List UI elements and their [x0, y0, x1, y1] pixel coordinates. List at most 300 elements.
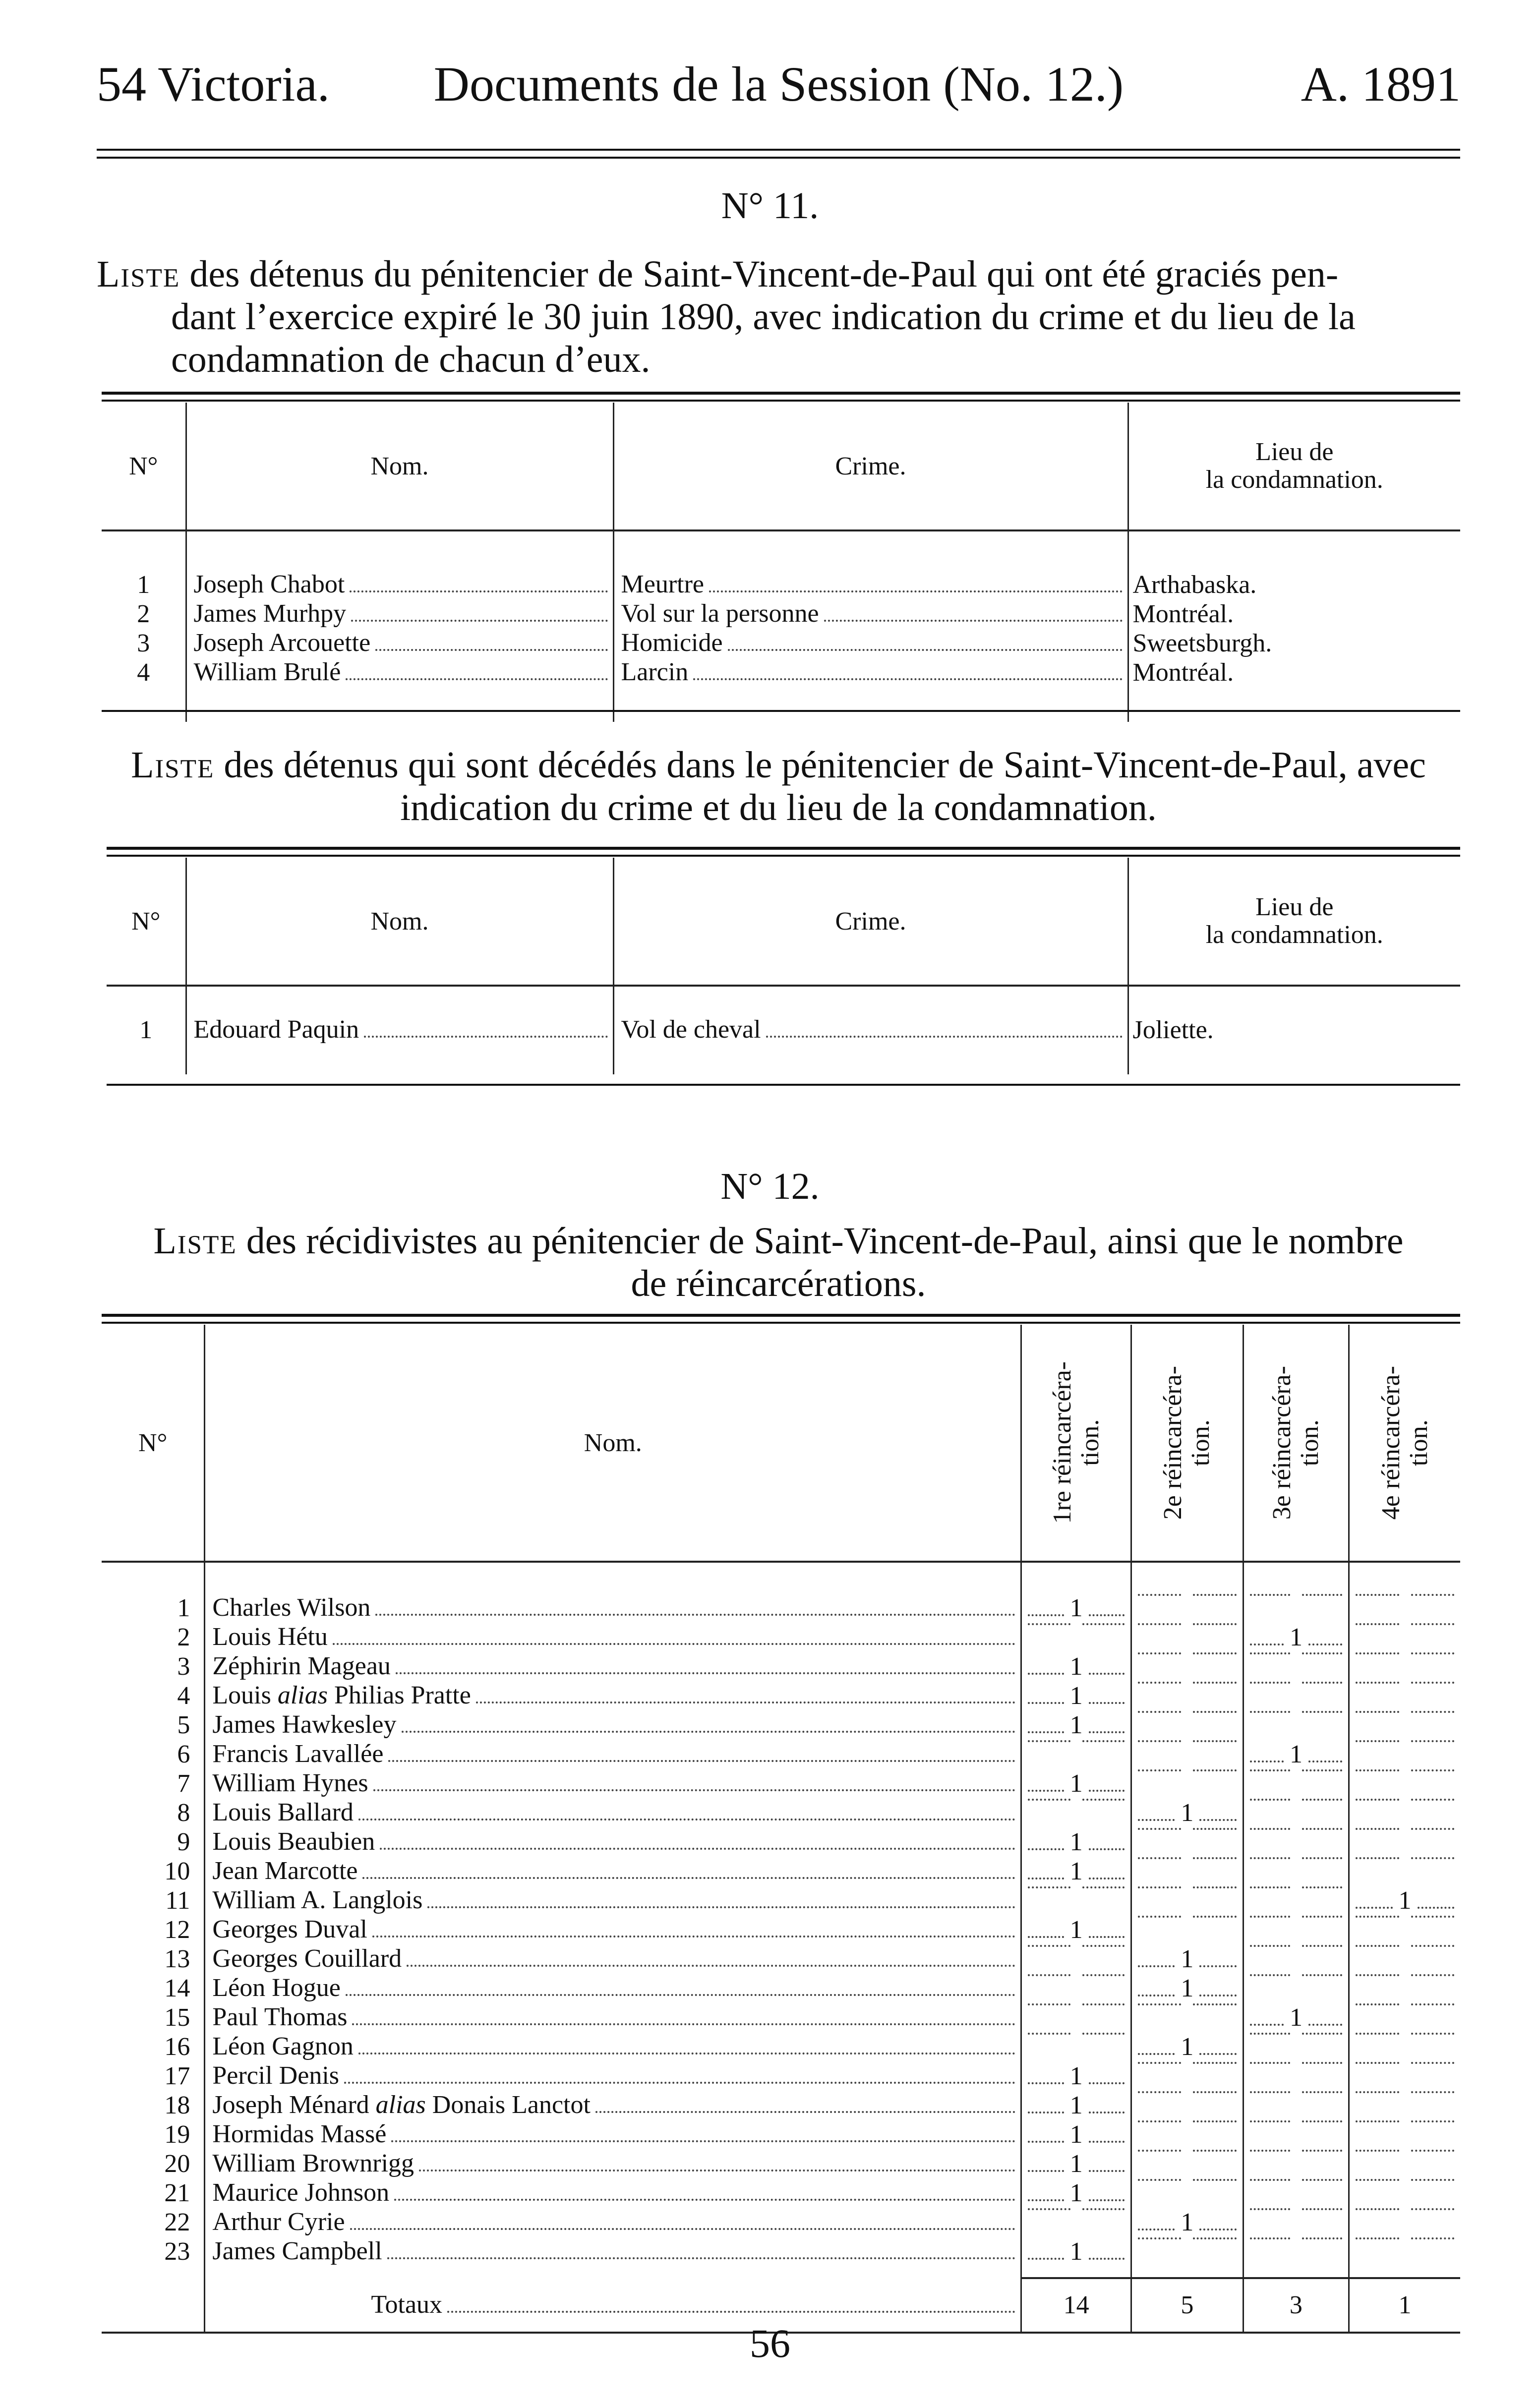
count-cell: [1244, 2120, 1348, 2149]
dot-leader: [1411, 2033, 1455, 2035]
count-value: 1: [1181, 2208, 1194, 2236]
row-count-r1: [1021, 1681, 1131, 1710]
row-name: [205, 2208, 1021, 2237]
count-cell: [1132, 2120, 1243, 2149]
dot-leader: [1250, 1974, 1290, 1976]
leader-cell: [614, 570, 1127, 599]
count-value: 1: [1069, 2091, 1083, 2119]
spacer-cell: [1243, 2266, 1349, 2278]
count-cell: [1350, 1740, 1460, 1769]
count-cell: [1132, 1886, 1243, 1915]
row-count-r3: [1243, 2061, 1349, 2091]
row-number: 3: [102, 1652, 205, 1681]
row-count-r4: [1349, 1974, 1460, 2003]
dot-leader: [595, 2111, 1015, 2113]
dot-leader: [1089, 1702, 1125, 1704]
cell-text: Larcin: [621, 658, 689, 686]
dot-leader: [1138, 2053, 1175, 2055]
dot-leader: [1089, 2199, 1125, 2201]
leader-cell: [187, 658, 613, 687]
dot-leader: [1089, 1848, 1125, 1850]
row-count-r4: [1349, 1857, 1460, 1886]
count-cell: [1022, 1974, 1130, 2003]
dot-leader: [693, 678, 1122, 680]
row-number: 8: [102, 1798, 205, 1827]
row-name: [205, 1798, 1021, 1827]
count-cell: [1350, 2033, 1460, 2061]
dot-leader: [1193, 1828, 1236, 1830]
cell-text: Homicide: [621, 629, 723, 657]
cell-text: Louis Ballard: [212, 1798, 354, 1826]
row-count-r4: [1349, 1681, 1460, 1710]
dot-leader: [1302, 2120, 1342, 2122]
dot-leader: [1356, 1828, 1399, 1830]
leader-cell: [205, 2149, 1020, 2178]
count-cell: [1350, 1682, 1460, 1710]
row-count-r4: [1349, 2208, 1460, 2237]
dot-leader: [1302, 1652, 1342, 1654]
dot-leader: [1302, 2179, 1342, 2181]
leader-cell: [614, 1015, 1127, 1045]
dot-leader: [1028, 1945, 1070, 1947]
count-cell: [1350, 1886, 1460, 1915]
dot-leader: [1356, 2237, 1399, 2239]
dot-leader: [1028, 1886, 1070, 1888]
dot-leader: [1089, 2082, 1125, 2084]
dot-leader: [1028, 1936, 1064, 1938]
row-count-r3: [1243, 1740, 1349, 1769]
dot-leader: [1193, 2120, 1236, 2122]
intro-line: condamnation de chacun d’eux.: [171, 339, 651, 380]
dot-leader: [1138, 1711, 1181, 1713]
leader-cell: [205, 2120, 1020, 2149]
count-cell: [1022, 1652, 1130, 1681]
spacer-row: [102, 530, 1460, 570]
row-count-r1: [1021, 1593, 1131, 1623]
count-cell: [1132, 1652, 1243, 1681]
row-count-r2: [1131, 1593, 1243, 1623]
spacer-cell: [1243, 1562, 1349, 1593]
dot-leader: [1356, 1907, 1393, 1909]
row-name: [205, 1710, 1021, 1740]
dot-leader: [387, 2257, 1016, 2259]
count-cell: [1350, 1711, 1460, 1740]
cell-text: Charles Wilson: [212, 1593, 371, 1622]
cell-text: [205, 2091, 591, 2119]
dot-leader: [1082, 1974, 1125, 1976]
count-value: 1: [1069, 2178, 1083, 2207]
dot-leader: [1411, 1682, 1455, 1684]
header-left: 54 Victoria.: [97, 57, 330, 112]
row-name: [205, 2120, 1021, 2149]
row-number: 22: [102, 2208, 205, 2237]
row-count-r3: [1243, 2237, 1349, 2266]
row-count-r4: [1349, 2237, 1460, 2266]
dot-leader: [1250, 1652, 1290, 1654]
dot-leader: [358, 2053, 1015, 2054]
section-11-title: N° 11.: [721, 185, 819, 227]
spacer-cell: [205, 2266, 1021, 2278]
count-cell: [1022, 1594, 1130, 1623]
count-value: 1: [1069, 1593, 1083, 1622]
table-row: [102, 570, 1460, 599]
dot-leader: [728, 649, 1123, 651]
cell-text: [205, 1681, 471, 1710]
dot-leader: [362, 1877, 1015, 1879]
spacer-cell: [1349, 2266, 1460, 2278]
page-number: 56: [750, 2321, 790, 2366]
row-crime: [613, 658, 1128, 687]
dot-leader: [1411, 2179, 1455, 2181]
row-name: [205, 1681, 1021, 1710]
row-number: 23: [102, 2237, 205, 2266]
col-r2-header-line2: tion.: [1186, 1419, 1215, 1466]
dot-leader: [1250, 1857, 1290, 1859]
col-r3-header-text: [1268, 1366, 1324, 1520]
count-value: 1: [1069, 2120, 1083, 2149]
spacer-cell: [186, 1045, 613, 1074]
count-cell: [1244, 1916, 1348, 1944]
col-r3-header-line1: 3e réincarcéra-: [1267, 1365, 1296, 1520]
cell-text: Léon Hogue: [212, 1974, 341, 2002]
spacer-cell: [102, 1562, 205, 1593]
table-row: [102, 2032, 1460, 2061]
cell-text: Maurice Johnson: [212, 2178, 390, 2207]
spacer-row: [107, 1045, 1460, 1074]
row-count-r1: [1021, 2032, 1131, 2061]
dot-leader: [1028, 2003, 1070, 2005]
leader-cell: [205, 1798, 1020, 1827]
header-right: A. 1891: [1301, 57, 1461, 112]
cell-text: William Brownrigg: [212, 2149, 415, 2177]
dot-leader: [1356, 1916, 1399, 1918]
dot-leader: [1138, 1994, 1175, 1996]
row-count-r2: [1131, 2149, 1243, 2178]
dot-leader: [1028, 1623, 1070, 1625]
dot-leader: [1411, 1623, 1455, 1625]
dot-leader: [1308, 1643, 1342, 1645]
dot-leader: [1302, 1974, 1342, 1976]
row-place: Joliette.: [1132, 1015, 1214, 1044]
dot-leader: [1082, 1945, 1125, 1947]
row-name: [205, 1623, 1021, 1652]
leader-cell: [614, 629, 1127, 658]
col-place-header-line2: la condamnation.: [1205, 921, 1383, 949]
row-name: [205, 1915, 1021, 1944]
count-cell: [1132, 1828, 1243, 1857]
leader-cell: [205, 2290, 1020, 2320]
dot-leader: [1411, 1828, 1455, 1830]
spacer-row: [102, 1562, 1460, 1593]
count-value: 1: [1069, 1681, 1083, 1710]
leader-cell: [205, 1652, 1020, 1681]
dot-leader: [1082, 1799, 1125, 1801]
count-cell: [1132, 1945, 1243, 1974]
dot-leader: [1250, 1945, 1290, 1947]
dot-leader: [1250, 1916, 1290, 1918]
dot-leader: [380, 1848, 1015, 1850]
dot-leader: [1028, 1790, 1064, 1792]
col-r4-header-line2: tion.: [1404, 1419, 1433, 1466]
row-count-r3: [1243, 2149, 1349, 2178]
count-cell: [1132, 1682, 1243, 1710]
dot-leader: [1082, 1740, 1125, 1742]
dot-leader: [1089, 1936, 1125, 1938]
row-name: [205, 1827, 1021, 1857]
count-cell: [1022, 2091, 1130, 2120]
row-count-r1: [1021, 2149, 1131, 2178]
count-value: 1: [1069, 2237, 1083, 2266]
count-cell: [1350, 2208, 1460, 2237]
row-name: [205, 2237, 1021, 2266]
cell-text: Joseph Chabot: [193, 570, 345, 598]
spacer-cell: [1131, 1562, 1243, 1593]
count-cell: [1244, 2237, 1348, 2266]
table-row: [102, 1798, 1460, 1827]
total-r3: 3: [1243, 2278, 1349, 2333]
row-count-r4: [1349, 2149, 1460, 2178]
spacer-cell: [186, 986, 613, 1015]
dot-leader: [1302, 1916, 1342, 1918]
row-number: 2: [102, 599, 186, 629]
count-cell: [1022, 2003, 1130, 2032]
row-count-r3: [1243, 2091, 1349, 2120]
row-count-r1: [1021, 2091, 1131, 2120]
dot-leader: [1356, 1682, 1399, 1684]
table-row: [102, 1915, 1460, 1944]
row-count-r3: [1243, 2032, 1349, 2061]
dot-leader: [1089, 1673, 1125, 1675]
dot-leader: [1082, 1886, 1125, 1888]
dot-leader: [1138, 1819, 1175, 1821]
row-count-r4: [1349, 1710, 1460, 1740]
count-cell: [1244, 1886, 1348, 1915]
row-count-r4: [1349, 1827, 1460, 1857]
count-cell: [1244, 2091, 1348, 2120]
row-name: [186, 629, 613, 658]
row-crime: [613, 570, 1128, 599]
totals-label: Totaux: [371, 2290, 443, 2319]
dot-leader: [1089, 1614, 1125, 1616]
dot-leader: [1250, 1828, 1290, 1830]
row-count-r3: [1243, 1681, 1349, 1710]
row-count-r3: [1243, 1915, 1349, 1944]
count-cell: [1022, 1828, 1130, 1857]
dot-leader: [1411, 2120, 1455, 2122]
dot-leader: [1302, 1682, 1342, 1684]
row-name: [205, 2149, 1021, 2178]
cell-text: William Hynes: [212, 1769, 368, 1797]
row-count-r3: [1243, 1798, 1349, 1827]
row-count-r1: [1021, 1652, 1131, 1681]
dot-leader: [1418, 1907, 1455, 1909]
row-count-r2: [1131, 2178, 1243, 2208]
row-count-r4: [1349, 1652, 1460, 1681]
count-cell: [1132, 2179, 1243, 2208]
count-cell: [1350, 2179, 1460, 2208]
count-value: 1: [1289, 2003, 1303, 2032]
row-count-r2: [1131, 2208, 1243, 2237]
leader-cell: [205, 1974, 1020, 2003]
table-row: [102, 658, 1460, 687]
row-count-r3: [1243, 1769, 1349, 1798]
dot-leader: [1250, 1799, 1290, 1801]
dot-leader: [1193, 1916, 1236, 1918]
header-rule-bottom: [97, 157, 1460, 159]
dot-leader: [1082, 2033, 1125, 2035]
cell-text: Francis Lavallée: [212, 1740, 384, 1768]
dot-leader: [1411, 2003, 1455, 2005]
table-row: [102, 1944, 1460, 1974]
count-cell: [1132, 1740, 1243, 1769]
dot-leader: [1199, 2053, 1236, 2055]
count-cell: [1350, 2003, 1460, 2032]
count-cell: [1350, 2091, 1460, 2120]
count-value: 1: [1181, 1974, 1194, 2002]
table-row: [102, 1681, 1460, 1710]
cell-text: Percil Denis: [212, 2061, 339, 2090]
dot-leader: [1411, 1769, 1455, 1771]
row-count-r1: [1021, 2178, 1131, 2208]
spacer-row: [107, 986, 1460, 1015]
dot-leader: [1028, 2141, 1064, 2143]
col-r3-header: [1243, 1325, 1349, 1562]
row-count-r4: [1349, 1915, 1460, 1944]
row-count-r2: [1131, 1827, 1243, 1857]
row-number: 13: [102, 1944, 205, 1974]
count-cell: [1022, 2120, 1130, 2149]
table-row: [107, 1015, 1460, 1045]
count-cell: [1244, 2179, 1348, 2208]
leader-cell: [205, 1681, 1020, 1710]
row-count-r2: [1131, 2061, 1243, 2091]
count-cell: [1350, 2120, 1460, 2149]
dot-leader: [1138, 1594, 1181, 1596]
dot-leader: [1138, 1740, 1181, 1742]
count-cell: [1350, 1623, 1460, 1652]
dot-leader: [396, 1672, 1015, 1674]
dot-leader: [1089, 2112, 1125, 2113]
dot-leader: [1028, 1702, 1064, 1704]
row-number: 7: [102, 1769, 205, 1798]
dot-leader: [1089, 1877, 1125, 1879]
dot-leader: [1302, 1711, 1342, 1713]
col-place-header: [1128, 403, 1460, 530]
dot-leader: [1250, 1594, 1290, 1596]
count-cell: [1132, 2150, 1243, 2178]
dot-leader: [1411, 2237, 1455, 2239]
cell-text: James Murhpy: [193, 599, 347, 628]
dot-leader: [1356, 2120, 1399, 2122]
dot-leader: [1193, 1769, 1236, 1771]
row-crime: [613, 1015, 1128, 1045]
count-cell: [1022, 1886, 1130, 1915]
count-cell: [1022, 2033, 1130, 2061]
section-11-intro: [97, 253, 1460, 381]
row-count-r1: [1021, 2003, 1131, 2032]
dot-leader: [358, 1818, 1015, 1820]
intro-line: des détenus qui sont décédés dans le pénitencier de Saint-Vincent-de-Paul, avec: [224, 744, 1426, 786]
row-name: [205, 1593, 1021, 1623]
row-name: [186, 658, 613, 687]
row-count-r2: [1131, 2237, 1243, 2266]
col-name-header: Nom.: [186, 858, 613, 986]
spacer-cell: [1128, 687, 1460, 722]
dot-leader: [1411, 1916, 1455, 1918]
dot-leader: [1411, 1974, 1455, 1976]
row-number: 6: [102, 1740, 205, 1769]
col-r2-header: [1131, 1325, 1243, 1562]
row-count-r3: [1243, 1944, 1349, 1974]
row-count-r1: [1021, 1710, 1131, 1740]
row-count-r3: [1243, 1623, 1349, 1652]
row-name: [205, 2032, 1021, 2061]
row-name: [205, 2091, 1021, 2120]
dot-leader: [1138, 1916, 1181, 1918]
dot-leader: [375, 1614, 1015, 1616]
row-name: [205, 1974, 1021, 2003]
dot-leader: [1356, 1974, 1399, 1976]
table-row: [102, 1652, 1460, 1681]
count-value: 1: [1069, 2061, 1083, 2090]
col-r1-header: [1021, 1325, 1131, 1562]
row-count-r3: [1243, 2120, 1349, 2149]
row-count-r3: [1243, 1593, 1349, 1623]
table-row: [102, 2149, 1460, 2178]
row-count-r4: [1349, 1593, 1460, 1623]
spacer-cell: [1021, 2266, 1131, 2278]
dot-leader: [350, 2228, 1016, 2230]
count-value: 1: [1069, 1769, 1083, 1798]
leader-cell: [187, 599, 613, 629]
row-name: [205, 2003, 1021, 2032]
dot-leader: [402, 1731, 1016, 1733]
table-top-rule: [102, 400, 1460, 402]
count-cell: [1244, 1857, 1348, 1886]
dot-leader: [1250, 1760, 1284, 1762]
col-r4-header: [1349, 1325, 1460, 1562]
dot-leader: [1356, 1594, 1399, 1596]
dot-leader: [1193, 2003, 1236, 2005]
dot-leader: [447, 2311, 1015, 2313]
intro-line: des détenus du pénitencier de Saint-Vincent-de-Paul qui ont été graciés pen-: [189, 253, 1339, 295]
row-number: 14: [102, 1974, 205, 2003]
count-cell: [1244, 1945, 1348, 1974]
count-cell: [1244, 1711, 1348, 1740]
dot-leader: [1411, 2208, 1455, 2210]
count-cell: [1022, 2237, 1130, 2266]
row-count-r3: [1243, 1652, 1349, 1681]
cell-text: Hormidas Massé: [212, 2120, 387, 2148]
dot-leader: [1138, 2091, 1181, 2093]
dot-leader: [1356, 1711, 1399, 1713]
dot-leader: [1356, 1740, 1399, 1742]
dot-leader: [1028, 2258, 1064, 2260]
count-value: 1: [1181, 1798, 1194, 1827]
dot-leader: [1411, 2091, 1455, 2093]
cell-text: Arthur Cyrie: [212, 2208, 345, 2236]
row-count-r1: [1021, 1769, 1131, 1798]
row-name: [205, 1886, 1021, 1915]
dot-leader: [1250, 1682, 1290, 1684]
count-cell: [1244, 2003, 1348, 2032]
dot-leader: [1199, 1819, 1236, 1821]
dot-leader: [1250, 2033, 1290, 2035]
count-cell: [1022, 1740, 1130, 1769]
col-no-header: N°: [102, 403, 186, 530]
liste-word: Liste: [97, 253, 180, 295]
row-number: 12: [102, 1915, 205, 1944]
